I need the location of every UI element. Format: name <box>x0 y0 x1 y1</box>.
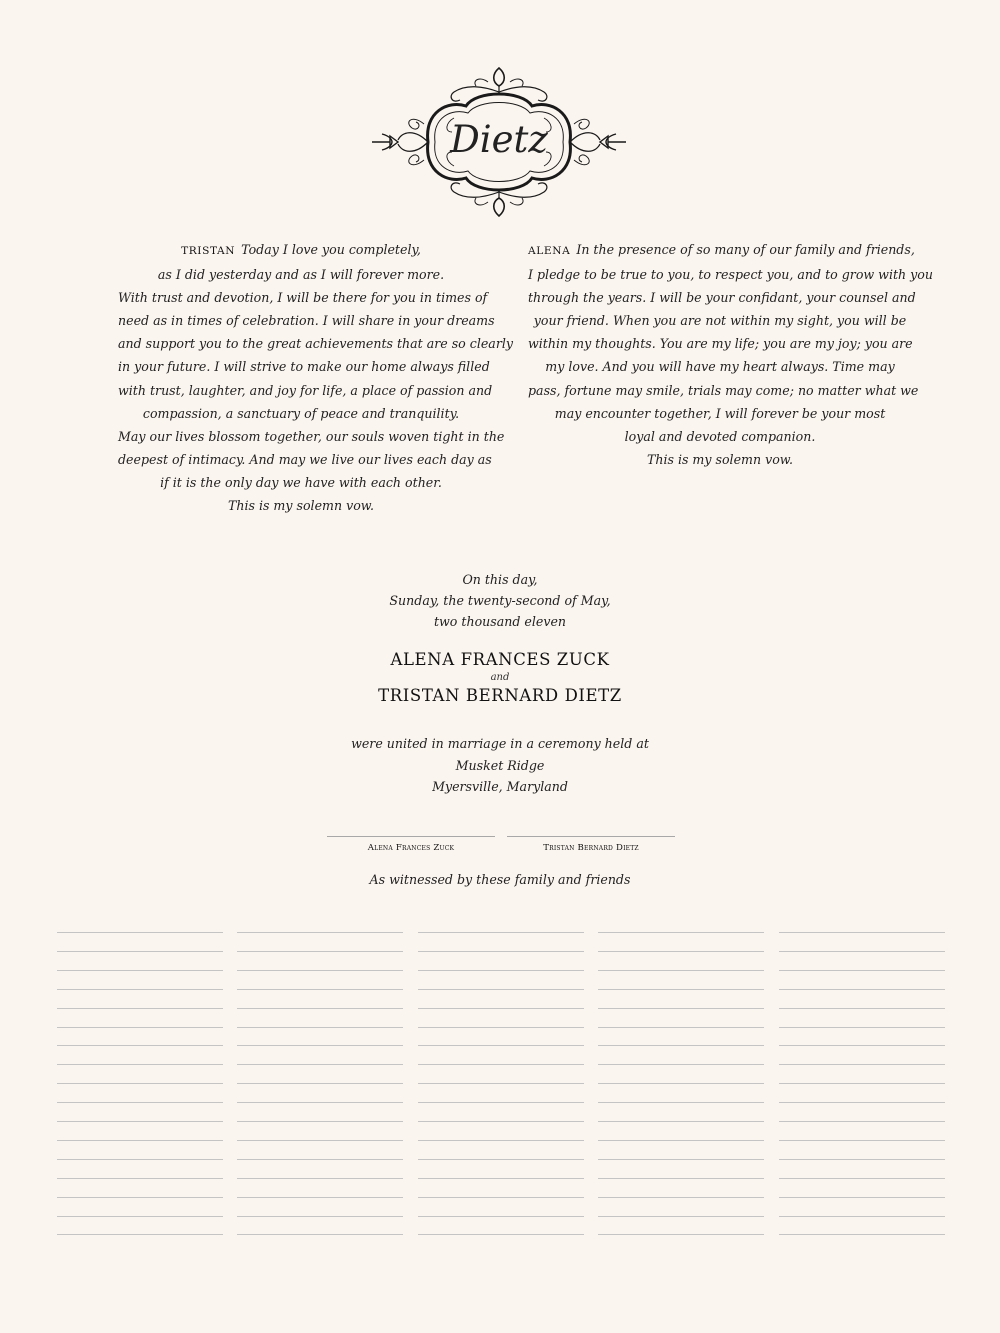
witness-signature-line[interactable] <box>237 1159 403 1160</box>
witness-signature-line[interactable] <box>237 1178 403 1179</box>
ceremony-date <box>250 569 750 632</box>
witness-signature-line[interactable] <box>779 1064 945 1065</box>
crest-family-name: Dietz <box>450 118 548 161</box>
vow-line <box>118 471 484 494</box>
vow-text: if it is the only day we have with each other. <box>160 474 442 490</box>
vow-line <box>118 402 484 425</box>
witness-signature-line[interactable] <box>779 1216 945 1217</box>
signature-alena[interactable] <box>327 836 495 853</box>
witness-signature-line[interactable] <box>418 1008 584 1009</box>
vow-line <box>118 286 488 309</box>
witness-signature-line[interactable] <box>57 1102 223 1103</box>
witness-signature-line[interactable] <box>598 1083 764 1084</box>
vow-text: This is my solemn vow. <box>646 451 794 467</box>
witness-signature-line[interactable] <box>237 1216 403 1217</box>
witness-signature-line[interactable] <box>779 1102 945 1103</box>
witness-signature-line[interactable] <box>598 932 764 933</box>
vow-text: With trust and devotion, I will be there for you in times of <box>118 290 488 306</box>
vow-line <box>118 494 484 517</box>
witness-signature-line[interactable] <box>57 1064 223 1065</box>
crest <box>368 62 630 222</box>
witness-signature-line[interactable] <box>598 951 764 952</box>
witness-signature-line[interactable] <box>237 1102 403 1103</box>
witness-signature-line[interactable] <box>598 1121 764 1122</box>
vow-line <box>118 309 495 332</box>
vow-line <box>528 309 912 332</box>
witness-signature-line[interactable] <box>779 1178 945 1179</box>
witness-signature-line[interactable] <box>418 1159 584 1160</box>
date-line: Sunday, the twenty-second of May, <box>389 593 611 608</box>
witness-signature-line[interactable] <box>237 1008 403 1009</box>
signature-line[interactable] <box>507 836 675 837</box>
witness-signature-line[interactable] <box>779 1121 945 1122</box>
vow-text: your friend. When you are not within my sight, you will be <box>533 313 907 329</box>
vow-text: need as in times of celebration. I will share in your dreams <box>118 313 495 329</box>
vow-line <box>528 355 912 378</box>
witness-signature-line[interactable] <box>237 951 403 952</box>
ceremony-location <box>250 733 750 798</box>
signature-line[interactable] <box>327 836 495 837</box>
witness-signature-line[interactable] <box>237 1234 403 1235</box>
witness-signature-line[interactable] <box>237 1083 403 1084</box>
vow-text: pass, fortune may smile, trials may come; no matter what we <box>528 382 919 398</box>
location-line: were united in marriage in a ceremony held at <box>351 736 649 751</box>
witness-signature-line[interactable] <box>598 1102 764 1103</box>
witness-signature-line[interactable] <box>237 1140 403 1141</box>
vow-line <box>118 355 490 378</box>
witness-signature-line[interactable] <box>598 1027 764 1028</box>
vow-text: Today I love you completely, <box>241 242 421 257</box>
witness-signature-line[interactable] <box>598 1159 764 1160</box>
signature-label: Alena Frances Zuck <box>367 843 455 853</box>
witness-signature-line[interactable] <box>779 970 945 971</box>
partner-1-name: ALENA FRANCES ZUCK <box>390 650 610 669</box>
vow-line <box>528 425 912 448</box>
witness-heading: As witnessed by these family and friends <box>369 872 631 887</box>
witness-signature-line[interactable] <box>57 1121 223 1122</box>
witness-signature-line[interactable] <box>418 1102 584 1103</box>
vow-text: with trust, laughter, and joy for life, a place of passion and <box>118 382 493 398</box>
witness-signature-line[interactable] <box>57 1008 223 1009</box>
vow-text: as I did yesterday and as I will forever more. <box>157 267 445 283</box>
witness-signature-line[interactable] <box>598 1064 764 1065</box>
vow-text: may encounter together, I will forever be your most <box>554 405 886 421</box>
witness-signature-line[interactable] <box>779 1197 945 1198</box>
vow-text: In the presence of so many of our family and friends, <box>576 242 915 257</box>
vow-line <box>528 238 915 263</box>
vow-speaker-name: TRISTAN <box>181 245 236 257</box>
couple-names <box>250 649 750 707</box>
witness-signature-line[interactable] <box>57 1045 223 1046</box>
vow-line <box>118 263 484 286</box>
witness-signature-line[interactable] <box>779 932 945 933</box>
witness-signature-line[interactable] <box>57 1234 223 1235</box>
witness-signature-line[interactable] <box>779 1008 945 1009</box>
vow-text: I pledge to be true to you, to respect you, and to grow with you <box>528 267 933 283</box>
vow-text: loyal and devoted companion. <box>624 428 816 444</box>
witness-signature-line[interactable] <box>418 1083 584 1084</box>
vow-line <box>118 425 505 448</box>
vow-line <box>528 263 933 286</box>
witness-signature-line[interactable] <box>598 1178 764 1179</box>
vow-text: compassion, a sanctuary of peace and tranquility. <box>142 405 460 421</box>
witness-signature-line[interactable] <box>598 989 764 990</box>
vow-text: deepest of intimacy. And may we live our lives each day as <box>118 451 492 467</box>
vow-speaker-name: ALENA <box>528 245 571 257</box>
witness-signature-line[interactable] <box>237 970 403 971</box>
witness-signature-line[interactable] <box>237 1197 403 1198</box>
witness-signature-line[interactable] <box>779 951 945 952</box>
witness-signature-line[interactable] <box>779 1234 945 1235</box>
location-line: Myersville, Maryland <box>432 779 568 794</box>
vow-text: and support you to the great achievements that are so clearly <box>118 336 513 352</box>
vow-line <box>118 332 513 355</box>
witness-signature-line[interactable] <box>418 1027 584 1028</box>
witness-signature-line[interactable] <box>57 951 223 952</box>
witness-signature-line[interactable] <box>418 1197 584 1198</box>
witness-signature-line[interactable] <box>598 1008 764 1009</box>
location-line: Musket Ridge <box>455 757 545 773</box>
date-line: two thousand eleven <box>433 614 567 629</box>
witness-signature-line[interactable] <box>237 1045 403 1046</box>
witness-signature-line[interactable] <box>418 1121 584 1122</box>
witness-signature-line[interactable] <box>779 1027 945 1028</box>
witness-signature-line[interactable] <box>237 989 403 990</box>
vow-line <box>528 379 919 402</box>
witness-signature-line[interactable] <box>57 989 223 990</box>
witness-signature-line[interactable] <box>418 1234 584 1235</box>
witness-signature-line[interactable] <box>57 1178 223 1179</box>
witness-signature-line[interactable] <box>237 1064 403 1065</box>
witness-signature-line[interactable] <box>418 1140 584 1141</box>
witness-signature-line[interactable] <box>598 1045 764 1046</box>
witness-signature-line[interactable] <box>779 989 945 990</box>
witness-signature-line[interactable] <box>598 1216 764 1217</box>
vow-line <box>118 379 493 402</box>
witness-signature-line[interactable] <box>598 1234 764 1235</box>
vow-alena <box>528 238 933 471</box>
witness-signature-line[interactable] <box>237 1121 403 1122</box>
witness-signature-line[interactable] <box>418 1216 584 1217</box>
witness-signature-line[interactable] <box>598 970 764 971</box>
vow-tristan <box>118 238 513 517</box>
signature-tristan[interactable] <box>507 836 675 853</box>
conjunction: and <box>490 672 510 683</box>
vow-text: my love. And you will have my heart always. Time may <box>545 359 895 375</box>
witness-signature-line[interactable] <box>418 1064 584 1065</box>
witness-signature-line[interactable] <box>779 1045 945 1046</box>
witness-signature-line[interactable] <box>418 1045 584 1046</box>
witness-signature-line[interactable] <box>418 970 584 971</box>
vow-text: through the years. I will be your confidant, your counsel and <box>528 290 916 306</box>
witness-signature-line[interactable] <box>779 1159 945 1160</box>
witness-signature-line[interactable] <box>57 1197 223 1198</box>
vow-line <box>528 332 912 355</box>
witness-signature-line[interactable] <box>237 1027 403 1028</box>
witness-signature-line[interactable] <box>418 951 584 952</box>
witness-signature-line[interactable] <box>237 932 403 933</box>
witness-signature-line[interactable] <box>598 1197 764 1198</box>
vow-line <box>528 448 912 471</box>
witness-signature-line[interactable] <box>418 1178 584 1179</box>
witness-signature-line[interactable] <box>418 932 584 933</box>
vow-text: within my thoughts. You are my life; you are my joy; you are <box>528 336 913 352</box>
partner-2-name: TRISTAN BERNARD DIETZ <box>378 686 622 705</box>
witness-signature-line[interactable] <box>57 1216 223 1217</box>
witness-signature-line[interactable] <box>418 989 584 990</box>
vow-line <box>528 402 912 425</box>
witness-signature-line[interactable] <box>57 1159 223 1160</box>
witness-signature-line[interactable] <box>598 1140 764 1141</box>
vow-text: May our lives blossom together, our souls woven tight in the <box>118 428 505 444</box>
vow-line <box>528 286 916 309</box>
date-line: On this day, <box>462 572 538 587</box>
witness-signature-line[interactable] <box>57 1027 223 1028</box>
witness-signature-line[interactable] <box>57 1140 223 1141</box>
vow-line <box>118 238 484 263</box>
witness-signature-line[interactable] <box>779 1083 945 1084</box>
witness-signature-line[interactable] <box>57 932 223 933</box>
witness-signature-line[interactable] <box>779 1140 945 1141</box>
witness-signature-grid <box>0 932 1000 1252</box>
witness-signature-line[interactable] <box>57 1083 223 1084</box>
vow-text: This is my solemn vow. <box>227 498 375 514</box>
vow-text: in your future. I will strive to make our home always filled <box>118 359 490 375</box>
witness-signature-line[interactable] <box>57 970 223 971</box>
vow-line <box>118 448 492 471</box>
signature-label: Tristan Bernard Dietz <box>543 843 639 853</box>
